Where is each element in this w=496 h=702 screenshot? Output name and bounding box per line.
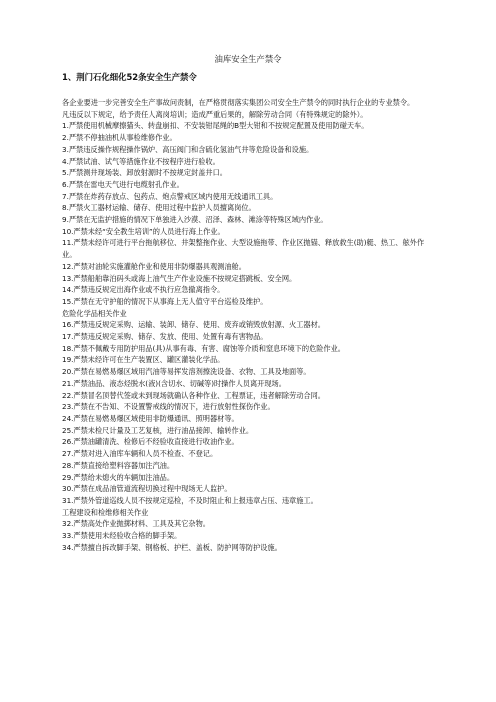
paragraph: 17.严禁违反规定采购、储存、发放、使用、处置有毒有害物品。 bbox=[62, 332, 268, 342]
section-heading: 1、荆门石化细化52条安全生产禁令 bbox=[62, 72, 197, 82]
paragraph: 33.严禁使用未经验收合格的脚手架。 bbox=[62, 531, 182, 541]
paragraph: 5.严禁测井现场装、卸放射源时不按规定封盖井口。 bbox=[62, 168, 227, 178]
paragraph: 6.严禁在雷电天气进行电缆射孔作业。 bbox=[62, 179, 184, 189]
paragraph: 7.严禁在炸药存放点、包药点、炮点警戒区域内使用无线通讯工具。 bbox=[62, 191, 278, 201]
paragraph: 13.严禁船舶靠泊码头或海上油气生产作业设施不按规定搭跳板、安全网。 bbox=[62, 273, 297, 283]
paragraph: 10.严禁未经“安全教生培训”的人员进行海上作业。 bbox=[62, 226, 225, 236]
paragraph: 14.严禁违反规定出海作业或不执行应急撤离指令。 bbox=[62, 285, 225, 295]
paragraph: 23.严禁在不告知、不设置警戒线的情况下，进行放射性探伤作业。 bbox=[62, 402, 275, 412]
paragraph: 25.严禁未检尺计量及工艺复核，进行油品接卸、输转作业。 bbox=[62, 425, 254, 435]
paragraph: 1.严禁使用机械摩擦猫头、转盘崩扣、不安装钳尾绳的B型大钳和不按规定配置及使用防碰天车。 bbox=[62, 121, 369, 131]
section-subheading: 危险化学品相关作业 bbox=[62, 308, 127, 318]
paragraph: 18.严禁不佩戴专用防护用品(具)从事有毒、有害、腐蚀等介质和窒息环境下的危险作业。 bbox=[62, 343, 345, 353]
paragraph: 19.严禁未经许可在生产装置区、罐区灌装化学品。 bbox=[62, 355, 225, 365]
paragraph: 9.严禁在无监护措施的情况下单独进入沙漠、沼泽、森林、滩涂等特殊区域内作业。 bbox=[62, 215, 328, 225]
document-body bbox=[62, 97, 438, 553]
paragraph: 31.严禁外管道巡线人员不按规定巡检，不及时阻止和上报违章占压、违章施工。 bbox=[62, 495, 318, 505]
paragraph: 3.严禁违反操作规程操作锅炉、高压阀门和含硫化氢油气井等危险设备和设施。 bbox=[62, 144, 314, 154]
paragraph: 22.严禁冒名顶替代签或未到现场就确认各种作业、工程票证，违者解除劳动合同。 bbox=[62, 390, 325, 400]
paragraph: 16.严禁违反规定采购、运输、装卸、储存、使用、废弃或销毁放射源、火工器材。 bbox=[62, 320, 325, 330]
paragraph: 28.严禁直接给塑料容器加注汽油。 bbox=[62, 460, 175, 470]
paragraph: 26.严禁油罐清洗、检修后不经验收直接进行收油作业。 bbox=[62, 437, 239, 447]
paragraph: 20.严禁在易燃易爆区域用汽油等易挥发溶剂擦洗设备、衣物、工具及地面等。 bbox=[62, 367, 311, 377]
paragraph: 21.严禁油品、液态烃脱水(液)(含切水、切碱等)时操作人员离开现场。 bbox=[62, 378, 286, 388]
paragraph: 2.严禁不停抽油机从事检维修作业。 bbox=[62, 133, 177, 143]
paragraph: 27.严禁对进入油库车辆和人员不检查、不登记。 bbox=[62, 449, 218, 459]
paragraph: 11.严禁未经许可进行平台拖航移位、井架整拖作业、大型设施拖带、作业区抛锚、释放救生(助)艇、热工、舷外作业。 bbox=[62, 238, 425, 260]
paragraph: 29.严禁给未熄火的车辆加注油品。 bbox=[62, 472, 175, 482]
paragraph: 8.严禁火工器材运输、储存、使用过程中监护人员擅离岗位。 bbox=[62, 203, 256, 213]
paragraph: 32.严禁高处作业抛掷材料、工具及其它杂物。 bbox=[62, 519, 210, 529]
section-subheading: 工程建设和检维修相关作业 bbox=[62, 507, 149, 517]
paragraph: 30.严禁在成品油管道流程切换过程中现场无人监护。 bbox=[62, 484, 232, 494]
paragraph: 各企业要进一步完善安全生产事故问责制，在严格贯彻落实集团公司安全生产禁令的同时执行企业的专业禁令。 bbox=[62, 98, 415, 107]
paragraph: 24.严禁在易燃易爆区域使用非防爆通讯、照明器材等。 bbox=[62, 413, 239, 423]
page-title: 油库安全生产禁令 bbox=[214, 54, 282, 64]
paragraph: 15.严禁在无守护船的情况下从事海上无人值守平台巡检及维护。 bbox=[62, 296, 268, 306]
paragraph: 34.严禁擅自拆改脚手架、钢格板、护栏、盖板、防护网等防护设施。 bbox=[62, 542, 282, 552]
paragraph: 12.严禁对油轮实施灌舱作业和使用非防爆器具观测油舱。 bbox=[62, 261, 246, 271]
paragraph: 4.严禁试油、试气等措施作业不按程序进行验收。 bbox=[62, 156, 220, 166]
paragraph: 凡违反以下规定，给予责任人离岗培训；造成严重后果的，解除劳动合同（有特殊规定的除外）。 bbox=[62, 109, 368, 119]
